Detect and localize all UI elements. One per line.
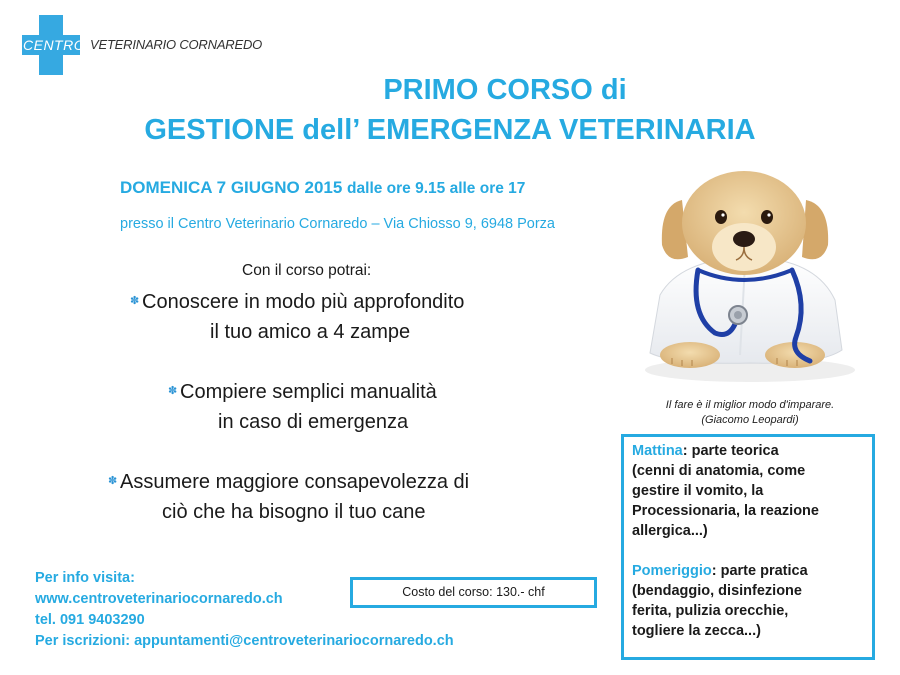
morning-line: (cenni di anatomia, come [632, 463, 806, 479]
benefit-line: in caso di emergenza [218, 411, 409, 433]
clinic-logo [22, 15, 282, 75]
cost-box: Costo del corso: 130.- chf [350, 577, 597, 608]
event-place: presso il Centro Veterinario Cornaredo – Via Chiosso 9, 6948 Porza [120, 216, 555, 232]
bullet-icon: ✽ [108, 475, 118, 487]
logo-name-text: VETERINARIO CORNAREDO [90, 37, 263, 52]
quote-text: Il fare è il miglior modo d'imparare. [665, 399, 835, 411]
afternoon-line: togliere la zecca...) [632, 623, 761, 639]
signup-email[interactable]: Per iscrizioni: appuntamenti@centroveterinariocornaredo.ch [35, 633, 454, 649]
event-date [120, 178, 525, 198]
benefit-line: il tuo amico a 4 zampe [210, 321, 411, 343]
title-line-1: PRIMO CORSO di [383, 74, 627, 106]
afternoon-title: : parte pratica [711, 563, 808, 579]
puppy-doctor-image [620, 165, 870, 390]
benefit-line: Conoscere in modo più approfondito [142, 291, 465, 313]
schedule-box [621, 434, 875, 660]
bullet-icon: ✽ [168, 385, 178, 397]
phone-number: tel. 091 9403290 [35, 612, 145, 628]
morning-line: allergica...) [632, 523, 708, 539]
benefit-line: Assumere maggiore consapevolezza di [120, 471, 470, 493]
event-date-day: DOMENICA 7 GIUGNO 2015 [120, 178, 343, 197]
event-date-time: dalle ore 9.15 alle ore 17 [347, 180, 526, 197]
quote [600, 398, 900, 428]
benefit-line: ciò che ha bisogno il tuo cane [162, 501, 426, 523]
morning-title: : parte teorica [682, 443, 779, 459]
title-line-2: GESTIONE dell’ EMERGENZA VETERINARIA [144, 114, 756, 146]
logo-centro-text: CENTRO [23, 37, 86, 53]
afternoon-line: (bendaggio, disinfezione [632, 583, 802, 599]
quote-author: (Giacomo Leopardi) [701, 414, 799, 426]
bullet-icon: ✽ [130, 295, 140, 307]
website-link[interactable]: www.centroveterinariocornaredo.ch [35, 591, 283, 607]
benefits-intro: Con il corso potrai: [242, 262, 372, 279]
afternoon-line: ferita, pulizia orecchie, [632, 603, 789, 619]
benefit-item [108, 466, 469, 527]
afternoon-label: Pomeriggio [632, 563, 712, 579]
benefit-line: Compiere semplici manualità [180, 381, 437, 403]
info-label: Per info visita: [35, 570, 135, 586]
benefit-item [168, 376, 437, 437]
benefit-item [130, 286, 464, 347]
morning-line: Processionaria, la reazione [632, 503, 819, 519]
morning-line: gestire il vomito, la [632, 483, 764, 499]
morning-label: Mattina [632, 443, 683, 459]
